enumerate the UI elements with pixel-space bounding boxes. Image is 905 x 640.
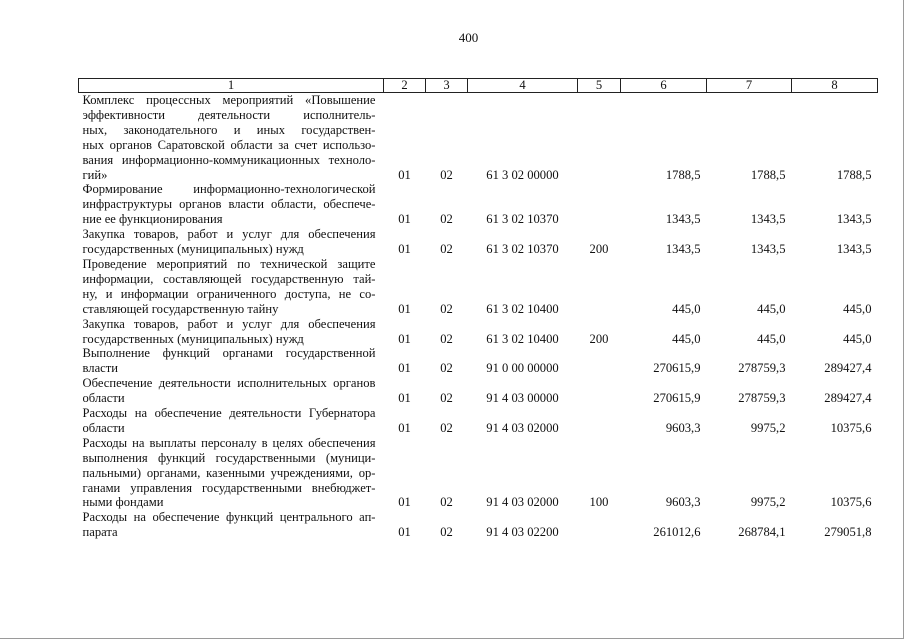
table-row xyxy=(79,317,878,347)
amount-year-3: 1343,5 xyxy=(836,242,872,257)
target-article-code: 61 3 02 10400 xyxy=(486,331,559,346)
description-line: государственных (муниципальных) нужд xyxy=(82,242,304,257)
description-line: пальными) органами, казенными учреждениями, ор- xyxy=(82,465,376,480)
subsection-code: 02 xyxy=(440,331,453,346)
expense-type-code xyxy=(578,406,621,436)
description-line: ных органов Саратовской области за счет использо- xyxy=(82,137,376,152)
description-line: Проведение мероприятий по технической защите xyxy=(82,256,376,271)
description-line: области xyxy=(82,420,125,435)
target-article-code: 91 4 03 02200 xyxy=(486,525,559,540)
subsection-code: 02 xyxy=(440,212,453,227)
description-line: ставляющей государственную тайну xyxy=(82,301,279,316)
description-line: Закупка товаров, работ и услуг для обеспечения xyxy=(82,227,376,242)
table-row xyxy=(79,227,878,257)
table-row xyxy=(79,93,878,183)
amount-year-1: 445,0 xyxy=(672,331,701,346)
row-description xyxy=(79,376,384,406)
header-col-6: 6 xyxy=(621,79,707,93)
amount-year-1: 1343,5 xyxy=(665,212,701,227)
budget-table xyxy=(78,78,878,540)
description-line: ну, и информации ограниченного доступа, не со- xyxy=(82,286,376,301)
description-line: вания информационно-коммуникационных техноло- xyxy=(82,152,376,167)
description-line: государственных (муниципальных) нужд xyxy=(82,331,304,346)
section-code: 01 xyxy=(398,525,411,540)
amount-year-1: 1343,5 xyxy=(665,242,701,257)
description-line: ганами управления государственными внебюджет- xyxy=(82,480,376,495)
amount-year-3: 445,0 xyxy=(843,301,872,316)
amount-year-1: 1788,5 xyxy=(665,167,701,182)
page-number: 400 xyxy=(458,30,479,45)
subsection-code: 02 xyxy=(440,495,453,510)
table-row xyxy=(79,182,878,227)
row-description xyxy=(79,317,384,347)
section-code: 01 xyxy=(398,301,411,316)
description-line: власти xyxy=(82,361,118,376)
row-description xyxy=(79,346,384,376)
description-line: ными фондами xyxy=(82,495,164,510)
amount-year-3: 1788,5 xyxy=(836,167,872,182)
description-line: ных, законодательного и иных государствен- xyxy=(82,122,376,137)
header-col-4: 4 xyxy=(468,79,578,93)
subsection-code: 02 xyxy=(440,167,453,182)
expense-type-code xyxy=(578,93,621,183)
target-article-code: 61 3 02 10370 xyxy=(486,242,559,257)
description-line: ние ее функционирования xyxy=(82,212,223,227)
row-description xyxy=(79,510,384,540)
amount-year-2: 445,0 xyxy=(757,331,786,346)
description-line: области xyxy=(82,391,125,406)
amount-year-2: 9975,2 xyxy=(750,420,786,435)
section-code: 01 xyxy=(398,361,411,376)
section-code: 01 xyxy=(398,495,411,510)
expense-type-code xyxy=(578,510,621,540)
description-line: Комплекс процессных мероприятий «Повышение xyxy=(82,93,376,107)
row-description xyxy=(79,93,384,183)
description-line: Расходы на выплаты персоналу в целях обеспечения xyxy=(82,435,376,450)
expense-type-code xyxy=(578,257,621,317)
header-col-5: 5 xyxy=(578,79,621,93)
amount-year-3: 289427,4 xyxy=(824,361,872,376)
amount-year-3: 1343,5 xyxy=(836,212,872,227)
section-code: 01 xyxy=(398,167,411,182)
target-article-code: 61 3 02 00000 xyxy=(486,167,559,182)
expense-type-code: 200 xyxy=(589,242,609,257)
expense-type-code: 200 xyxy=(589,331,609,346)
amount-year-3: 289427,4 xyxy=(824,391,872,406)
amount-year-1: 9603,3 xyxy=(665,420,701,435)
section-code: 01 xyxy=(398,212,411,227)
amount-year-2: 1343,5 xyxy=(750,212,786,227)
description-line: Обеспечение деятельности исполнительных органов xyxy=(82,376,376,391)
header-col-1: 1 xyxy=(79,79,384,93)
description-line: выполнения функций государственными (муници- xyxy=(82,450,376,465)
amount-year-1: 9603,3 xyxy=(665,495,701,510)
table-row xyxy=(79,376,878,406)
amount-year-2: 9975,2 xyxy=(750,495,786,510)
amount-year-3: 10375,6 xyxy=(830,495,872,510)
amount-year-1: 270615,9 xyxy=(653,361,701,376)
table-row xyxy=(79,346,878,376)
amount-year-3: 445,0 xyxy=(843,331,872,346)
subsection-code: 02 xyxy=(440,525,453,540)
description-line: инфраструктуры органов власти области, обеспече- xyxy=(82,197,376,212)
header-col-3: 3 xyxy=(426,79,468,93)
description-line: Выполнение функций органами государственной xyxy=(82,346,376,361)
description-line: Формирование информационно-технологической xyxy=(82,182,376,197)
table-row xyxy=(79,510,878,540)
row-description xyxy=(79,182,384,227)
expense-type-code: 100 xyxy=(589,495,609,510)
row-description xyxy=(79,406,384,436)
table-row xyxy=(79,436,878,511)
target-article-code: 91 4 03 02000 xyxy=(486,495,559,510)
subsection-code: 02 xyxy=(440,420,453,435)
target-article-code: 91 4 03 02000 xyxy=(486,420,559,435)
amount-year-2: 268784,1 xyxy=(738,525,786,540)
target-article-code: 61 3 02 10370 xyxy=(486,212,559,227)
target-article-code: 61 3 02 10400 xyxy=(486,301,559,316)
amount-year-2: 1788,5 xyxy=(750,167,786,182)
subsection-code: 02 xyxy=(440,391,453,406)
description-line: гий» xyxy=(82,167,108,182)
target-article-code: 91 4 03 00000 xyxy=(486,391,559,406)
description-line: информации, составляющей государственную тай- xyxy=(82,271,376,286)
amount-year-3: 10375,6 xyxy=(830,420,872,435)
amount-year-1: 261012,6 xyxy=(653,525,701,540)
description-line: Расходы на обеспечение деятельности Губернатора xyxy=(82,406,376,421)
expense-type-code xyxy=(578,182,621,227)
description-line: парата xyxy=(82,525,118,540)
section-code: 01 xyxy=(398,242,411,257)
header-col-7: 7 xyxy=(707,79,792,93)
description-line: Расходы на обеспечение функций центрального ап- xyxy=(82,510,376,525)
section-code: 01 xyxy=(398,420,411,435)
amount-year-3: 279051,8 xyxy=(824,525,872,540)
subsection-code: 02 xyxy=(440,301,453,316)
subsection-code: 02 xyxy=(440,361,453,376)
subsection-code: 02 xyxy=(440,242,453,257)
description-line: эффективности деятельности исполнитель- xyxy=(82,107,376,122)
target-article-code: 91 0 00 00000 xyxy=(486,361,559,376)
amount-year-1: 270615,9 xyxy=(653,391,701,406)
section-code: 01 xyxy=(398,391,411,406)
amount-year-1: 445,0 xyxy=(672,301,701,316)
header-col-2: 2 xyxy=(384,79,426,93)
table-row xyxy=(79,406,878,436)
header-col-8: 8 xyxy=(792,79,878,93)
header-row xyxy=(79,79,878,93)
row-description xyxy=(79,257,384,317)
table-row xyxy=(79,257,878,317)
expense-type-code xyxy=(578,346,621,376)
amount-year-2: 445,0 xyxy=(757,301,786,316)
section-code: 01 xyxy=(398,331,411,346)
amount-year-2: 1343,5 xyxy=(750,242,786,257)
expense-type-code xyxy=(578,376,621,406)
description-line: Закупка товаров, работ и услуг для обеспечения xyxy=(82,316,376,331)
amount-year-2: 278759,3 xyxy=(738,391,786,406)
row-description xyxy=(79,227,384,257)
row-description xyxy=(79,436,384,511)
amount-year-2: 278759,3 xyxy=(738,361,786,376)
